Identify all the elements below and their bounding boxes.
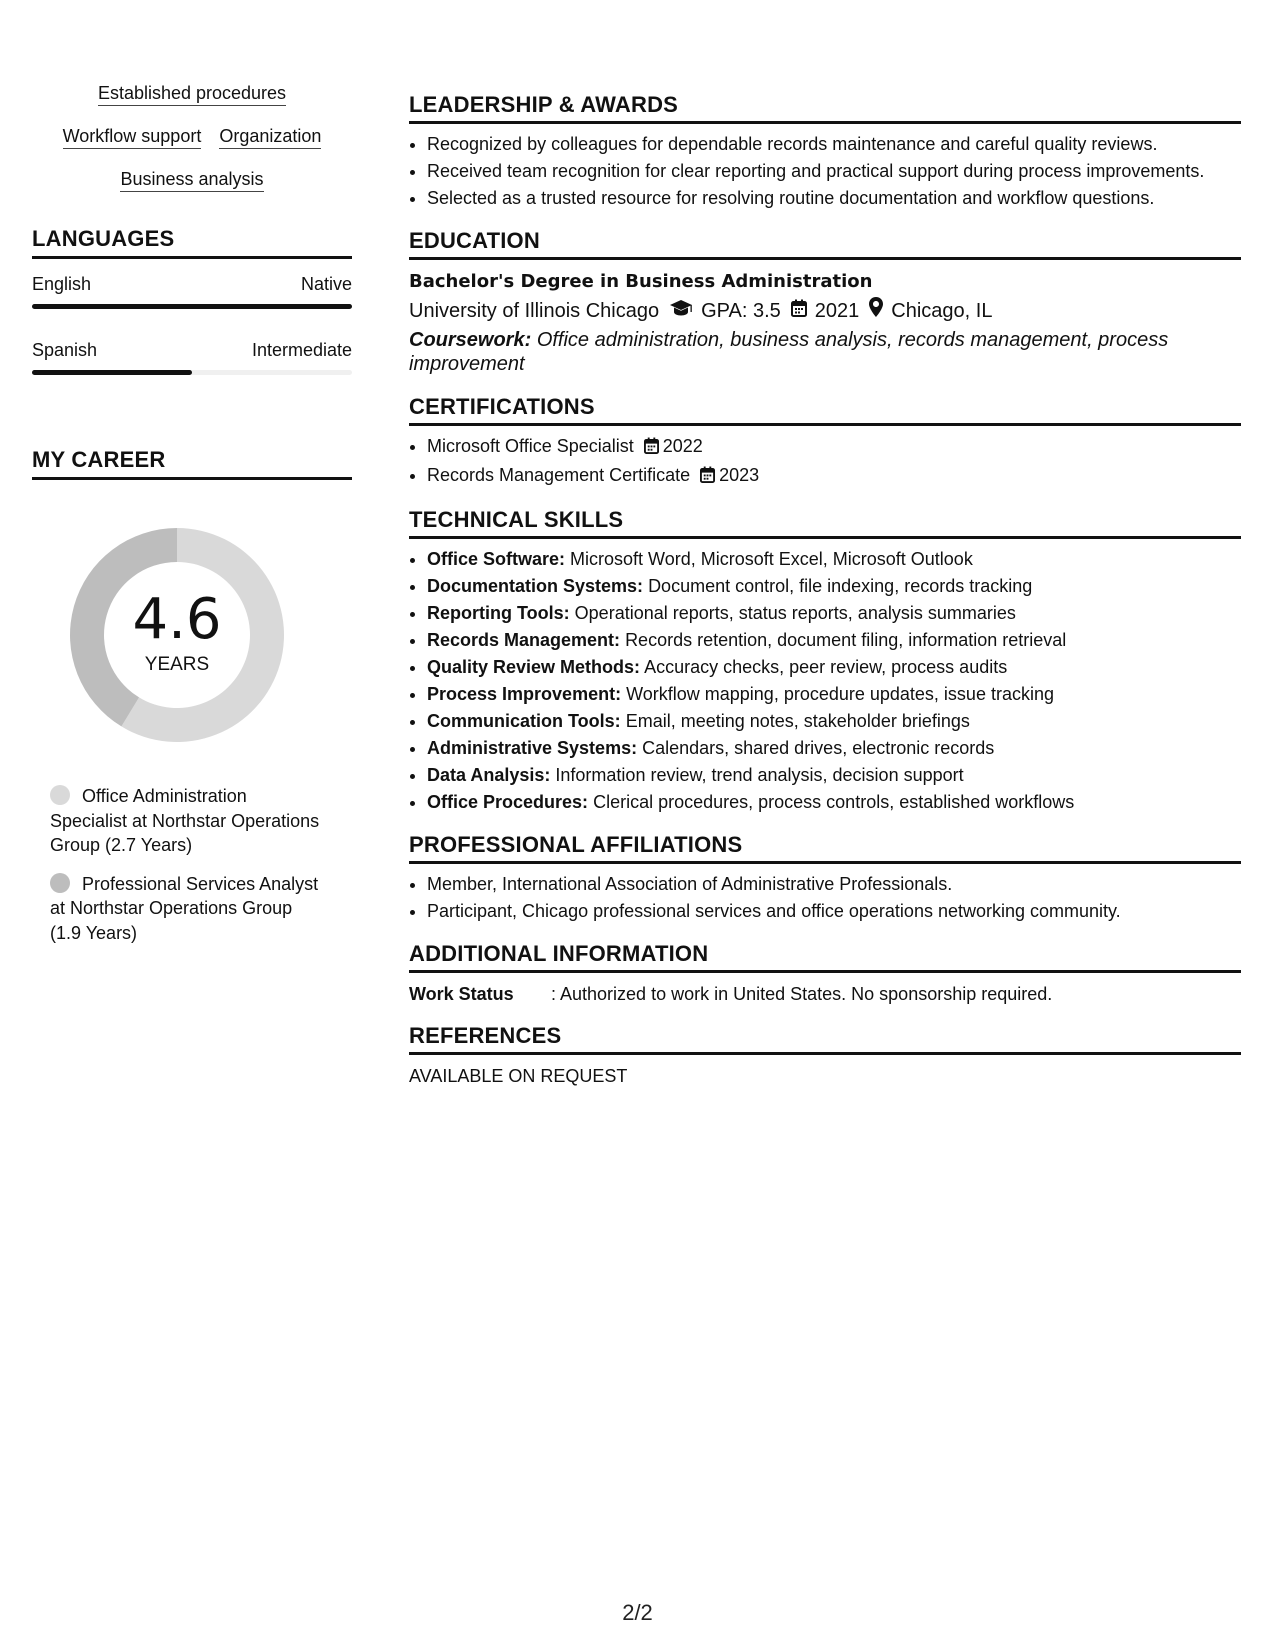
education-meta: [409, 297, 1241, 325]
leadership-section: [409, 92, 1241, 210]
skill-value: Calendars, shared drives, electronic records: [642, 738, 995, 758]
skill-label: Quality Review Methods:: [427, 657, 641, 677]
languages-section: [32, 226, 352, 375]
career-item-label: Professional Services Analyst at Northstar Operations Group (1.9 Years): [50, 873, 319, 943]
list-item: [427, 628, 1241, 652]
language-bar-fill: [32, 370, 192, 375]
career-list: [32, 784, 352, 945]
skill-tag: Organization: [219, 125, 321, 149]
skill-label: Administrative Systems:: [427, 738, 638, 758]
career-item-label: Office Administration Specialist at Northstar Operations Group (2.7 Years): [50, 786, 320, 855]
career-item: [50, 784, 320, 858]
list-item: [427, 547, 1241, 571]
references-section: [409, 1023, 1241, 1087]
career-donut: [62, 520, 292, 750]
career-item: [50, 872, 320, 946]
list-item: [427, 763, 1241, 787]
career-section: [32, 447, 352, 945]
language-name: English: [32, 274, 92, 294]
graduation-year: 2021: [814, 300, 860, 322]
sidebar: [32, 82, 352, 959]
skill-value: Information review, trend analysis, decision support: [555, 765, 964, 785]
language-bar: [32, 370, 352, 375]
graduation-cap-icon: [669, 297, 693, 325]
list-item: [427, 463, 1241, 489]
skill-value: Clerical procedures, process controls, established workflows: [593, 792, 1075, 812]
language-bar: [32, 304, 352, 309]
references-text: AVAILABLE ON REQUEST: [409, 1066, 628, 1086]
list-item: [427, 601, 1241, 625]
gpa: GPA: 3.5: [701, 300, 781, 322]
skill-tags: [32, 82, 352, 192]
coursework: [409, 328, 1241, 376]
skill-label: Communication Tools:: [427, 711, 621, 731]
language-item: [32, 273, 352, 309]
language-bar-fill: [32, 304, 352, 309]
calendar-icon: [700, 465, 715, 489]
language-level: Intermediate: [251, 340, 352, 360]
list-item: • Received team recognition for clear reporting and practical support during process improvements.: [427, 159, 1241, 183]
education-title: EDUCATION: [409, 228, 1241, 260]
certification-year: 2023: [719, 465, 760, 485]
list-item: [427, 574, 1241, 598]
career-total: 4.6: [132, 587, 222, 652]
page-number: 2/2: [622, 1600, 653, 1625]
skill-label: Office Procedures:: [427, 792, 589, 812]
skill-value: Records retention, document filing, information retrieval: [625, 630, 1067, 650]
list-item: • Recognized by colleagues for dependable records maintenance and careful quality reviews.: [427, 132, 1241, 156]
skill-label: Reporting Tools:: [427, 603, 570, 623]
degree: Bachelor's Degree in Business Administration: [409, 271, 873, 292]
skill-tag: Established procedures: [98, 82, 286, 106]
location-pin-icon: [869, 297, 883, 325]
language-item: [32, 339, 352, 375]
skill-label: Office Software:: [427, 549, 566, 569]
career-dot-icon: [50, 873, 70, 893]
leadership-title: LEADERSHIP & AWARDS: [409, 92, 1241, 124]
skill-label: Records Management:: [427, 630, 621, 650]
certification-name: Microsoft Office Specialist: [427, 436, 634, 456]
technical-skills-list: [409, 547, 1241, 814]
skill-value: Workflow mapping, procedure updates, issue tracking: [626, 684, 1054, 704]
main-content: [409, 92, 1241, 1105]
list-item: [427, 682, 1241, 706]
list-item: [427, 655, 1241, 679]
coursework-text: Office administration, business analysis, records management, process improvement: [409, 329, 1169, 375]
coursework-label: Coursework:: [409, 329, 532, 351]
skill-tag: Business analysis: [120, 168, 263, 192]
education-section: [409, 228, 1241, 376]
additional-info-section: [409, 941, 1241, 1005]
work-status-label: Work Status: [409, 984, 514, 1004]
certification-name: Records Management Certificate: [427, 465, 691, 485]
affiliations-section: [409, 832, 1241, 923]
list-item: [427, 434, 1241, 460]
list-item: [427, 736, 1241, 760]
certifications-section: [409, 394, 1241, 489]
language-level: Native: [300, 274, 352, 294]
technical-skills-section: [409, 507, 1241, 814]
list-item: • Participant, Chicago professional services and office operations networking community.: [427, 899, 1241, 923]
list-item: • Member, International Association of Administrative Professionals.: [427, 872, 1241, 896]
career-title: MY CAREER: [32, 447, 352, 480]
skill-label: Process Improvement:: [427, 684, 622, 704]
certification-year: 2022: [662, 436, 703, 456]
additional-info-title: ADDITIONAL INFORMATION: [409, 941, 1241, 973]
list-item: • Selected as a trusted resource for resolving routine documentation and workflow questions.: [427, 186, 1241, 210]
certifications-title: CERTIFICATIONS: [409, 394, 1241, 426]
skill-tag: Workflow support: [63, 125, 202, 149]
skill-value: Accuracy checks, peer review, process audits: [644, 657, 1008, 677]
work-status-value: : Authorized to work in United States. No sponsorship required.: [551, 984, 1053, 1004]
school: University of Illinois Chicago: [409, 300, 660, 322]
skill-value: Operational reports, status reports, analysis summaries: [574, 603, 1016, 623]
list-item: [427, 790, 1241, 814]
calendar-icon: [791, 297, 807, 325]
skill-value: Email, meeting notes, stakeholder briefings: [625, 711, 970, 731]
skill-value: Microsoft Word, Microsoft Excel, Microsoft Outlook: [570, 549, 973, 569]
career-unit: YEARS: [144, 654, 210, 675]
list-item: [427, 709, 1241, 733]
skill-value: Document control, file indexing, records tracking: [648, 576, 1033, 596]
skill-label: Data Analysis:: [427, 765, 551, 785]
technical-skills-title: TECHNICAL SKILLS: [409, 507, 1241, 539]
affiliations-title: PROFESSIONAL AFFILIATIONS: [409, 832, 1241, 864]
calendar-icon: [644, 436, 659, 460]
school-location: Chicago, IL: [891, 300, 993, 322]
languages-title: LANGUAGES: [32, 226, 352, 259]
references-title: REFERENCES: [409, 1023, 1241, 1055]
skill-label: Documentation Systems:: [427, 576, 644, 596]
career-dot-icon: [50, 785, 70, 805]
language-name: Spanish: [32, 340, 98, 360]
